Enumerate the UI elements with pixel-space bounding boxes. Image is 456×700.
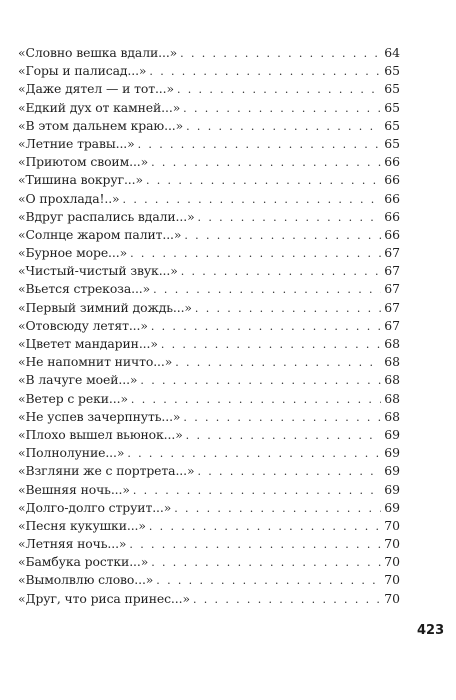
dot-leader (195, 300, 381, 318)
toc-entry-page: 69 (384, 426, 400, 442)
toc-entry-page: 65 (384, 63, 400, 79)
toc-entry-title: «В лачуге моей...» (18, 372, 138, 388)
toc-entry-title: «Приютом своим...» (18, 154, 149, 170)
dot-leader (153, 281, 381, 299)
toc-entry (18, 462, 400, 480)
toc-entry-page: 68 (384, 408, 400, 424)
toc-entry (18, 444, 400, 462)
toc-entry-title: «Полнолуние...» (18, 445, 125, 461)
toc-entry-page: 65 (384, 81, 400, 97)
toc-entry-page: 67 (384, 245, 400, 261)
toc-entry (18, 390, 400, 408)
toc-entry (18, 517, 400, 535)
toc-entry (18, 208, 400, 226)
toc-entry-page: 66 (384, 226, 400, 242)
toc-entry (18, 317, 400, 335)
toc-entry-title: «Вьется стрекоза...» (18, 281, 151, 297)
toc-entry-page: 66 (384, 208, 400, 224)
toc-entry-title: «Тишина вокруг...» (18, 172, 143, 188)
toc-entry-page: 66 (384, 172, 400, 188)
toc-entry (18, 117, 400, 135)
toc-entry-title: «Не успев зачерпнуть...» (18, 408, 181, 424)
toc-entry-title: «Летняя ночь...» (18, 536, 127, 552)
toc-entry-title: «Вешняя ночь...» (18, 481, 130, 497)
toc-entry-page: 64 (384, 45, 400, 60)
toc-entry (18, 371, 400, 389)
toc-entry-page: 69 (384, 445, 400, 461)
toc-entry (18, 535, 400, 553)
toc-entry-page: 68 (384, 336, 400, 351)
dot-leader (186, 118, 381, 136)
toc-entry (18, 135, 400, 153)
toc-entry-page: 70 (384, 590, 400, 606)
dot-leader (151, 554, 381, 572)
toc-entry (18, 244, 400, 262)
toc-entry-page: 69 (384, 499, 400, 515)
toc-entry (18, 226, 400, 244)
toc-entry-page: 67 (384, 299, 400, 315)
toc-entry-title: «Вдруг распались вдали...» (18, 208, 195, 224)
toc-entry (18, 62, 400, 80)
toc-entry-title: «В этом дальнем краю...» (18, 117, 184, 133)
toc-entry-page: 68 (384, 372, 400, 388)
toc-entry (18, 408, 400, 426)
toc-entry-title: «Словно вешка вдали...» (18, 45, 178, 60)
toc-entry (18, 299, 400, 317)
toc-entry (18, 280, 400, 298)
dot-leader (133, 482, 381, 500)
dot-leader (161, 336, 381, 354)
toc-entry (18, 262, 400, 280)
toc-entry-page: 69 (384, 481, 400, 497)
dot-leader (151, 154, 381, 172)
toc-entry-page: 66 (384, 190, 400, 206)
dot-leader (183, 409, 381, 427)
dot-leader (129, 536, 381, 554)
toc-entry-title: «Чистый-чистый звук...» (18, 263, 178, 279)
toc-entry (18, 590, 400, 608)
toc-entry-title: «Песня кукушки...» (18, 517, 146, 533)
dot-leader (149, 63, 381, 81)
toc-entry-title: «Горы и палисад...» (18, 63, 147, 79)
page-number: 423 (417, 623, 445, 638)
toc-entry (18, 190, 400, 208)
toc-entry-title: «Отовсюду летят...» (18, 317, 148, 333)
toc-entry-title: «Плохо вышел вьюнок...» (18, 426, 183, 442)
toc-entry-page: 70 (384, 536, 400, 552)
toc-entry-title: «Друг, что риса принес...» (18, 590, 190, 606)
dot-leader (175, 354, 381, 372)
toc-entry-title: «О прохлада!..» (18, 190, 120, 206)
toc-entry (18, 353, 400, 371)
dot-leader (180, 45, 381, 63)
toc-entry-title: «Вымолвлю слово...» (18, 572, 154, 588)
toc-entry-page: 70 (384, 554, 400, 570)
dot-leader (181, 263, 382, 281)
toc-entry-title: «Первый зимний дождь...» (18, 299, 192, 315)
dot-leader (130, 245, 381, 263)
toc-entry-title: «Долго-долго струит...» (18, 499, 172, 515)
toc-entry-title: «Взгляни же с портрета...» (18, 463, 195, 479)
toc-entry-page: 70 (384, 517, 400, 533)
toc-entry (18, 99, 400, 117)
dot-leader (146, 172, 381, 190)
toc-entry-page: 68 (384, 390, 400, 406)
dot-leader (174, 500, 381, 518)
dot-leader (197, 463, 381, 481)
dot-leader (177, 81, 381, 99)
toc-entry-page: 67 (384, 263, 400, 279)
toc-entry (18, 171, 400, 189)
toc-entry-title: «Цветет мандарин...» (18, 336, 158, 351)
toc-entry-title: «Летние травы...» (18, 135, 135, 151)
dot-leader (123, 191, 382, 209)
dot-leader (156, 572, 381, 590)
toc-entry (18, 571, 400, 589)
toc-entry-title: «Ветер с реки...» (18, 390, 128, 406)
toc-entry-page: 65 (384, 117, 400, 133)
toc-entry (18, 153, 400, 171)
toc-entry (18, 426, 400, 444)
dot-leader (140, 372, 381, 390)
dot-leader (193, 591, 381, 609)
toc-entry (18, 481, 400, 499)
toc-entry (18, 335, 400, 353)
toc-entry-page: 67 (384, 281, 400, 297)
dot-leader (127, 445, 381, 463)
dot-leader (131, 391, 381, 409)
toc-entry (18, 80, 400, 98)
dot-leader (138, 136, 382, 154)
toc-entry-title: «Едкий дух от камней...» (18, 99, 181, 115)
toc-entry-page: 65 (384, 99, 400, 115)
toc-entry-title: «Бамбука ростки...» (18, 554, 149, 570)
dot-leader (151, 318, 381, 336)
toc-entry-page: 66 (384, 154, 400, 170)
dot-leader (198, 209, 382, 227)
toc-entry-title: «Бурное море...» (18, 245, 128, 261)
toc-entry (18, 44, 400, 62)
toc-entry-page: 65 (384, 135, 400, 151)
toc-entry (18, 553, 400, 571)
toc-entry-title: «Даже дятел — и тот...» (18, 81, 174, 97)
toc-entry-page: 70 (384, 572, 400, 588)
dot-leader (183, 100, 381, 118)
dot-leader (149, 518, 381, 536)
toc-entry-title: «Не напомнит ничто...» (18, 354, 173, 370)
toc-entry-page: 68 (384, 354, 400, 370)
toc-entry-page: 69 (384, 463, 400, 479)
table-of-contents (18, 44, 400, 608)
toc-entry-page: 67 (384, 317, 400, 333)
toc-entry-title: «Солнце жаром палит...» (18, 226, 182, 242)
dot-leader (184, 227, 381, 245)
dot-leader (186, 427, 382, 445)
toc-entry (18, 499, 400, 517)
